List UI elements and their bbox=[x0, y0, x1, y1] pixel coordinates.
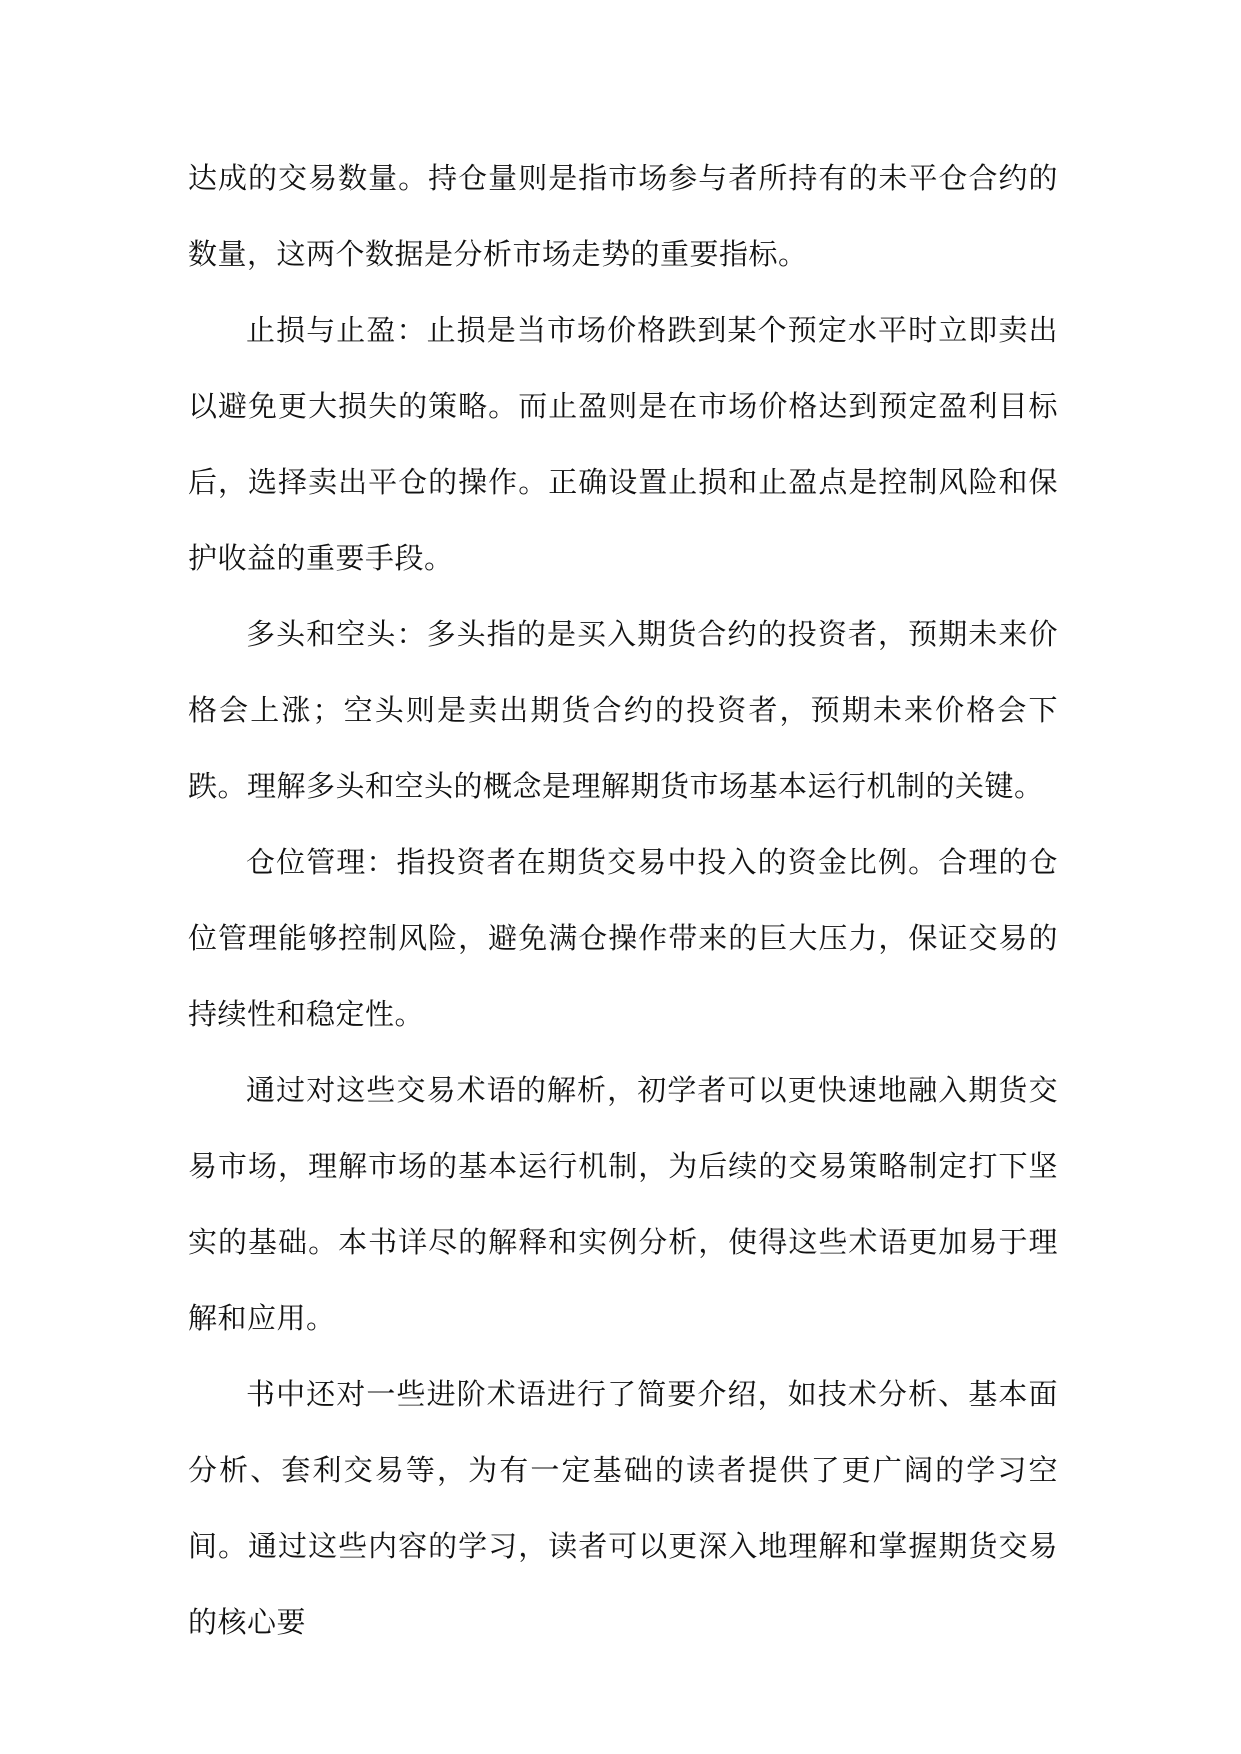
paragraph-5: 通过对这些交易术语的解析，初学者可以更快速地融入期货交易市场，理解市场的基本运行机制，为后续的交易策略制定打下坚实的基础。本书详尽的解释和实例分析，使得这些术语更加易于理解和应用。 bbox=[188, 1073, 1058, 1335]
paragraph-1: 达成的交易数量。持仓量则是指市场参与者所持有的未平仓合约的数量，这两个数据是分析市场走势的重要指标。 bbox=[188, 161, 1058, 271]
paragraph-6: 书中还对一些进阶术语进行了简要介绍，如技术分析、基本面分析、套利交易等，为有一定基础的读者提供了更广阔的学习空间。通过这些内容的学习，读者可以更深入地理解和掌握期货交易的核心要 bbox=[188, 1377, 1058, 1639]
paragraph-3: 多头和空头：多头指的是买入期货合约的投资者，预期未来价格会上涨；空头则是卖出期货合约的投资者，预期未来价格会下跌。理解多头和空头的概念是理解期货市场基本运行机制的关键。 bbox=[188, 617, 1058, 803]
paragraph-2: 止损与止盈：止损是当市场价格跌到某个预定水平时立即卖出以避免更大损失的策略。而止盈则是在市场价格达到预定盈利目标后，选择卖出平仓的操作。正确设置止损和止盈点是控制风险和保护收益的重要手段。 bbox=[188, 313, 1058, 575]
paragraph-4: 仓位管理：指投资者在期货交易中投入的资金比例。合理的仓位管理能够控制风险，避免满仓操作带来的巨大压力，保证交易的持续性和稳定性。 bbox=[188, 845, 1058, 1031]
body-text bbox=[188, 140, 1058, 1660]
